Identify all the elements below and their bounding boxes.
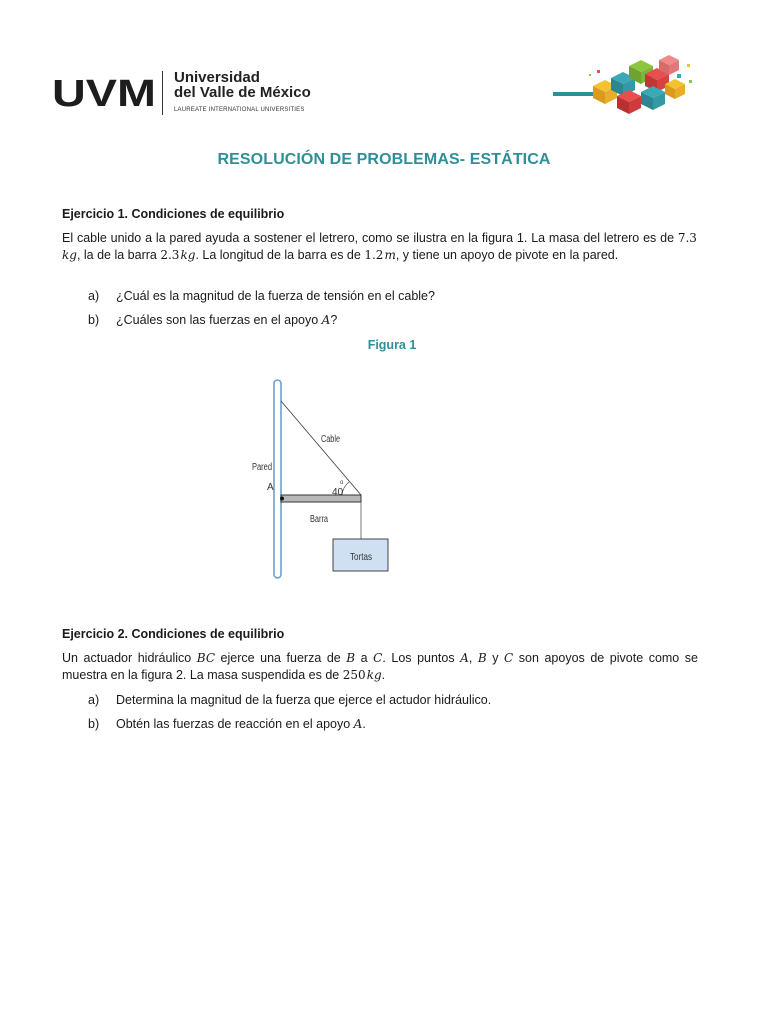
question-label: a) [88, 693, 100, 707]
question-label: a) [88, 289, 100, 303]
wall-label: Pared [252, 462, 272, 473]
bar [281, 495, 361, 502]
document-title: RESOLUCIÓN DE PROBLEMAS- ESTÁTICA [217, 151, 551, 168]
cubes-logo-icon [553, 52, 699, 122]
university-line-1: Universidad [174, 69, 260, 86]
question-text: Obtén las fuerzas de reacción en el apoyo [116, 717, 354, 731]
university-name [174, 70, 311, 118]
exercise-2-question-a [88, 693, 491, 707]
point-a-label: A [267, 482, 274, 493]
question-label: b) [88, 313, 100, 327]
university-line-3: LAUREATE INTERNATIONAL UNIVERSITIES [174, 107, 305, 113]
question-text: ¿Cuál es la magnitud de la fuerza de tensión en el cable? [116, 289, 435, 303]
university-line-2: del Valle de México [174, 84, 311, 101]
degree-mark: o [340, 480, 344, 486]
figure-1-diagram [240, 372, 410, 587]
cable-line [281, 401, 361, 495]
exercise-1-question-b: b) ¿Cuáles son las fuerzas en el apoyo A? [88, 313, 338, 327]
bar-label: Barra [310, 514, 329, 525]
angle-label: 40 [332, 487, 344, 498]
question-text: Determina la magnitud de la fuerza que ejerce el actudor hidráulico. [116, 693, 492, 707]
question-label: b) [88, 717, 100, 731]
pivot-point-a [280, 497, 284, 501]
question-text: ¿Cuáles son las fuerzas en el apoyo [116, 313, 322, 327]
exercise-2-question-b: b) Obtén las fuerzas de reacción en el apoyo A. [88, 717, 366, 731]
cable-label: Cable [321, 434, 341, 445]
figure-1-caption: Figura 1 [367, 338, 417, 352]
question-variable: A [353, 717, 363, 731]
exercise-1-heading: Ejercicio 1. Condiciones de equilibrio [62, 207, 285, 221]
box-label: Tortas [350, 552, 372, 563]
exercise-1-text: El cable unido a la pared ayuda a sostener el letrero, como se ilustra en la figura 1. La masa del letrero es de 7.3 kg, la de la barra 2.3 kg. La longitud de la barra es de 1.2 m, y tiene un apoyo de pivote en la pared. [62, 231, 697, 262]
exercise-2-heading: Ejercicio 2. Condiciones de equilibrio [62, 627, 285, 641]
exercise-2-text: Un actuador hidráulico BC ejerce una fuerza de B a C. Los puntos A, B y C son apoyos de pivote como se muestra en la figura 2. La masa suspendida es de 250 kg. [62, 651, 699, 682]
question-variable: A [321, 313, 331, 327]
uvm-logo-icon [52, 76, 156, 110]
uvm-logo-letters: UVM [52, 76, 156, 110]
logo-divider [162, 71, 163, 115]
wall [274, 380, 281, 578]
exercise-1-question-a [88, 289, 435, 303]
